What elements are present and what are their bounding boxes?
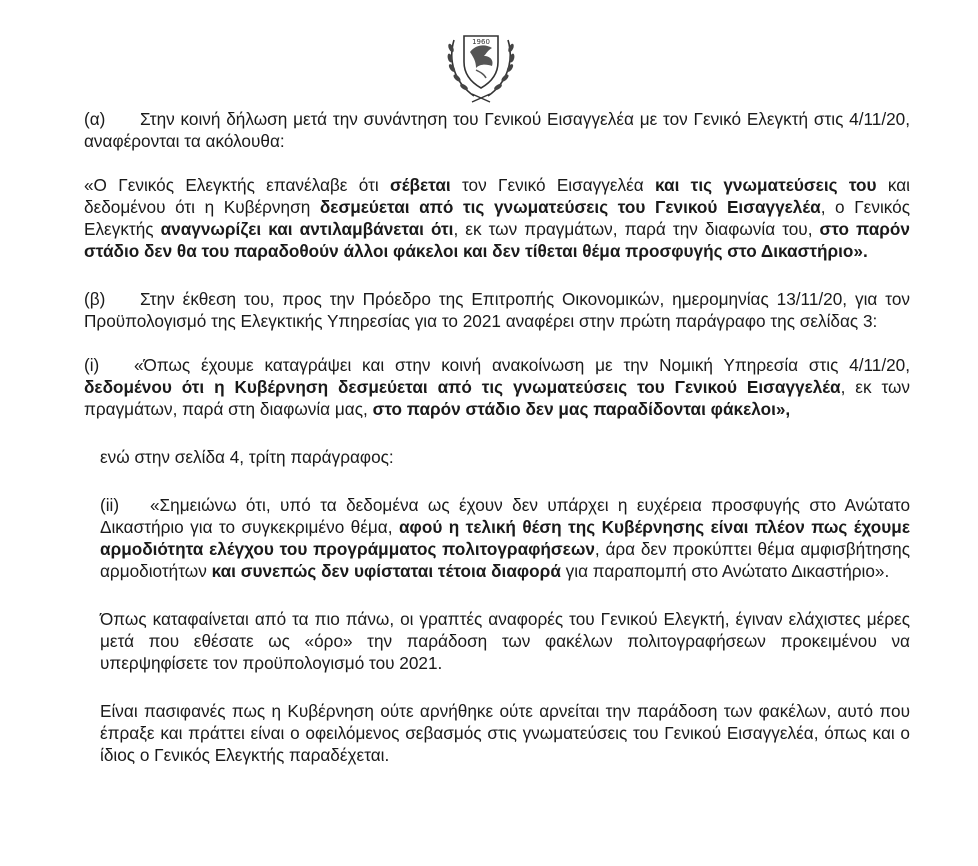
quote-emphasis: αναγνωρίζει και αντιλαμβάνεται ότι — [160, 219, 454, 239]
quote-emphasis: στο παρόν στάδιο δεν θα του παραδοθούν άλλοι φάκελοι και δεν τίθεται θέμα προσφυγής στο Δικαστήριο». — [84, 219, 910, 261]
quote-emphasis: δεδομένου ότι η Κυβέρνηση δεσμεύεται από τις γνωματεύσεις του Γενικού Εισαγγελέα — [84, 377, 841, 397]
quote-emphasis: και συνεπώς δεν υφίσταται τέτοια διαφορά — [211, 561, 561, 581]
quote-number: (i) — [84, 355, 100, 375]
paragraph-a — [84, 108, 910, 152]
quote-emphasis: δεσμεύεται από τις γνωματεύσεις του Γενικού Εισαγγελέα — [319, 197, 821, 217]
paragraph-number: (α) — [84, 109, 106, 129]
quote-text: τον Γενικό Εισαγγελέα — [450, 175, 655, 195]
paragraph-text: Είναι πασιφανές πως η Κυβέρνηση ούτε αρνήθηκε ούτε αρνείται την παράδοση των φακέλων, αυτό που έπραξε και πράττει είναι ο οφειλόμενος σεβασμός στις γνωματεύσεις του Γενικού Εισαγγελέα, όπως και ο ίδιος ο Γενικός Ελεγκτής παραδέχεται. — [100, 701, 910, 765]
quote-text: «Σημειώνω ότι, υπό τα δεδομένα ως έχουν δεν υπάρχει η ευχέρεια προσφυγής στο Ανώτατο Δικαστήριο για το συγκεκριμένο θέμα, — [100, 495, 910, 537]
quote-emphasis: σέβεται — [390, 175, 451, 195]
quote-joint-statement — [84, 174, 910, 262]
quote-text: , εκ των πραγμάτων, παρά στη διαφωνία μας, — [84, 377, 911, 419]
paragraph-conclusion — [84, 608, 910, 674]
quote-text: «Ο Γενικός Ελεγκτής επανέλαβε ότι — [84, 175, 390, 195]
quote-emphasis: στο παρόν στάδιο δεν μας παραδίδονται φάκελοι», — [372, 399, 791, 419]
quote-text: για παραπομπή στο Ανώτατο Δικαστήριο». — [560, 561, 890, 581]
paragraph-final — [84, 700, 910, 766]
quote-text: , εκ των πραγμάτων, παρά την διαφωνία του, — [453, 219, 820, 239]
cyprus-coat-of-arms-icon — [440, 22, 522, 104]
quote-emphasis: αφού η τελική θέση της Κυβέρνησης είναι πλέον πως έχουμε αρμοδιότητα ελέγχου του προγράμματος πολιτογραφήσεων — [100, 517, 910, 559]
letter-body — [84, 108, 910, 766]
paragraph-page-4 — [84, 446, 910, 468]
paragraph-text: Όπως καταφαίνεται από τα πιο πάνω, οι γραπτές αναφορές του Γενικού Ελεγκτή, έγιναν ελάχιστες μέρες μετά που εθέσατε ως «όρο» την παράδοση των φακέλων πολιτογραφήσεων προκειμένου να υπερψηφίσετε τον προϋπολογισμό του 2021. — [100, 609, 910, 673]
quote-ii — [84, 494, 910, 582]
paragraph-text: Στην κοινή δήλωση μετά την συνάντηση του Γενικού Εισαγγελέα με τον Γενικό Ελεγκτή στις 4/11/20, αναφέρονται τα ακόλουθα: — [84, 109, 910, 151]
paragraph-text: Στην έκθεση του, προς την Πρόεδρο της Επιτροπής Οικονομικών, ημερομηνίας 13/11/20, για τον Προϋπολογισμό της Ελεγκτικής Υπηρεσίας για το 2021 αναφέρει στην πρώτη παράγραφο της σελίδας 3: — [84, 289, 910, 331]
paragraph-number: (β) — [84, 289, 106, 309]
svg-text:1960: 1960 — [472, 38, 490, 46]
paragraph-text: ενώ στην σελίδα 4, τρίτη παράγραφος: — [100, 447, 394, 467]
quote-number: (ii) — [100, 495, 120, 515]
quote-text: , άρα δεν προκύπτει θέμα αμφισβήτησης αρμοδιοτήτων — [100, 539, 910, 581]
quote-text: και δεδομένου ότι η Κυβέρνηση — [84, 175, 910, 217]
quote-text: , ο Γενικός Ελεγκτής — [84, 197, 910, 239]
quote-text: «Όπως έχουμε καταγράψει και στην κοινή ανακοίνωση με την Νομική Υπηρεσία στις 4/11/20, — [134, 355, 910, 375]
quote-i — [84, 354, 910, 420]
quote-emphasis: και τις γνωματεύσεις του — [655, 175, 877, 195]
paragraph-b — [84, 288, 910, 332]
